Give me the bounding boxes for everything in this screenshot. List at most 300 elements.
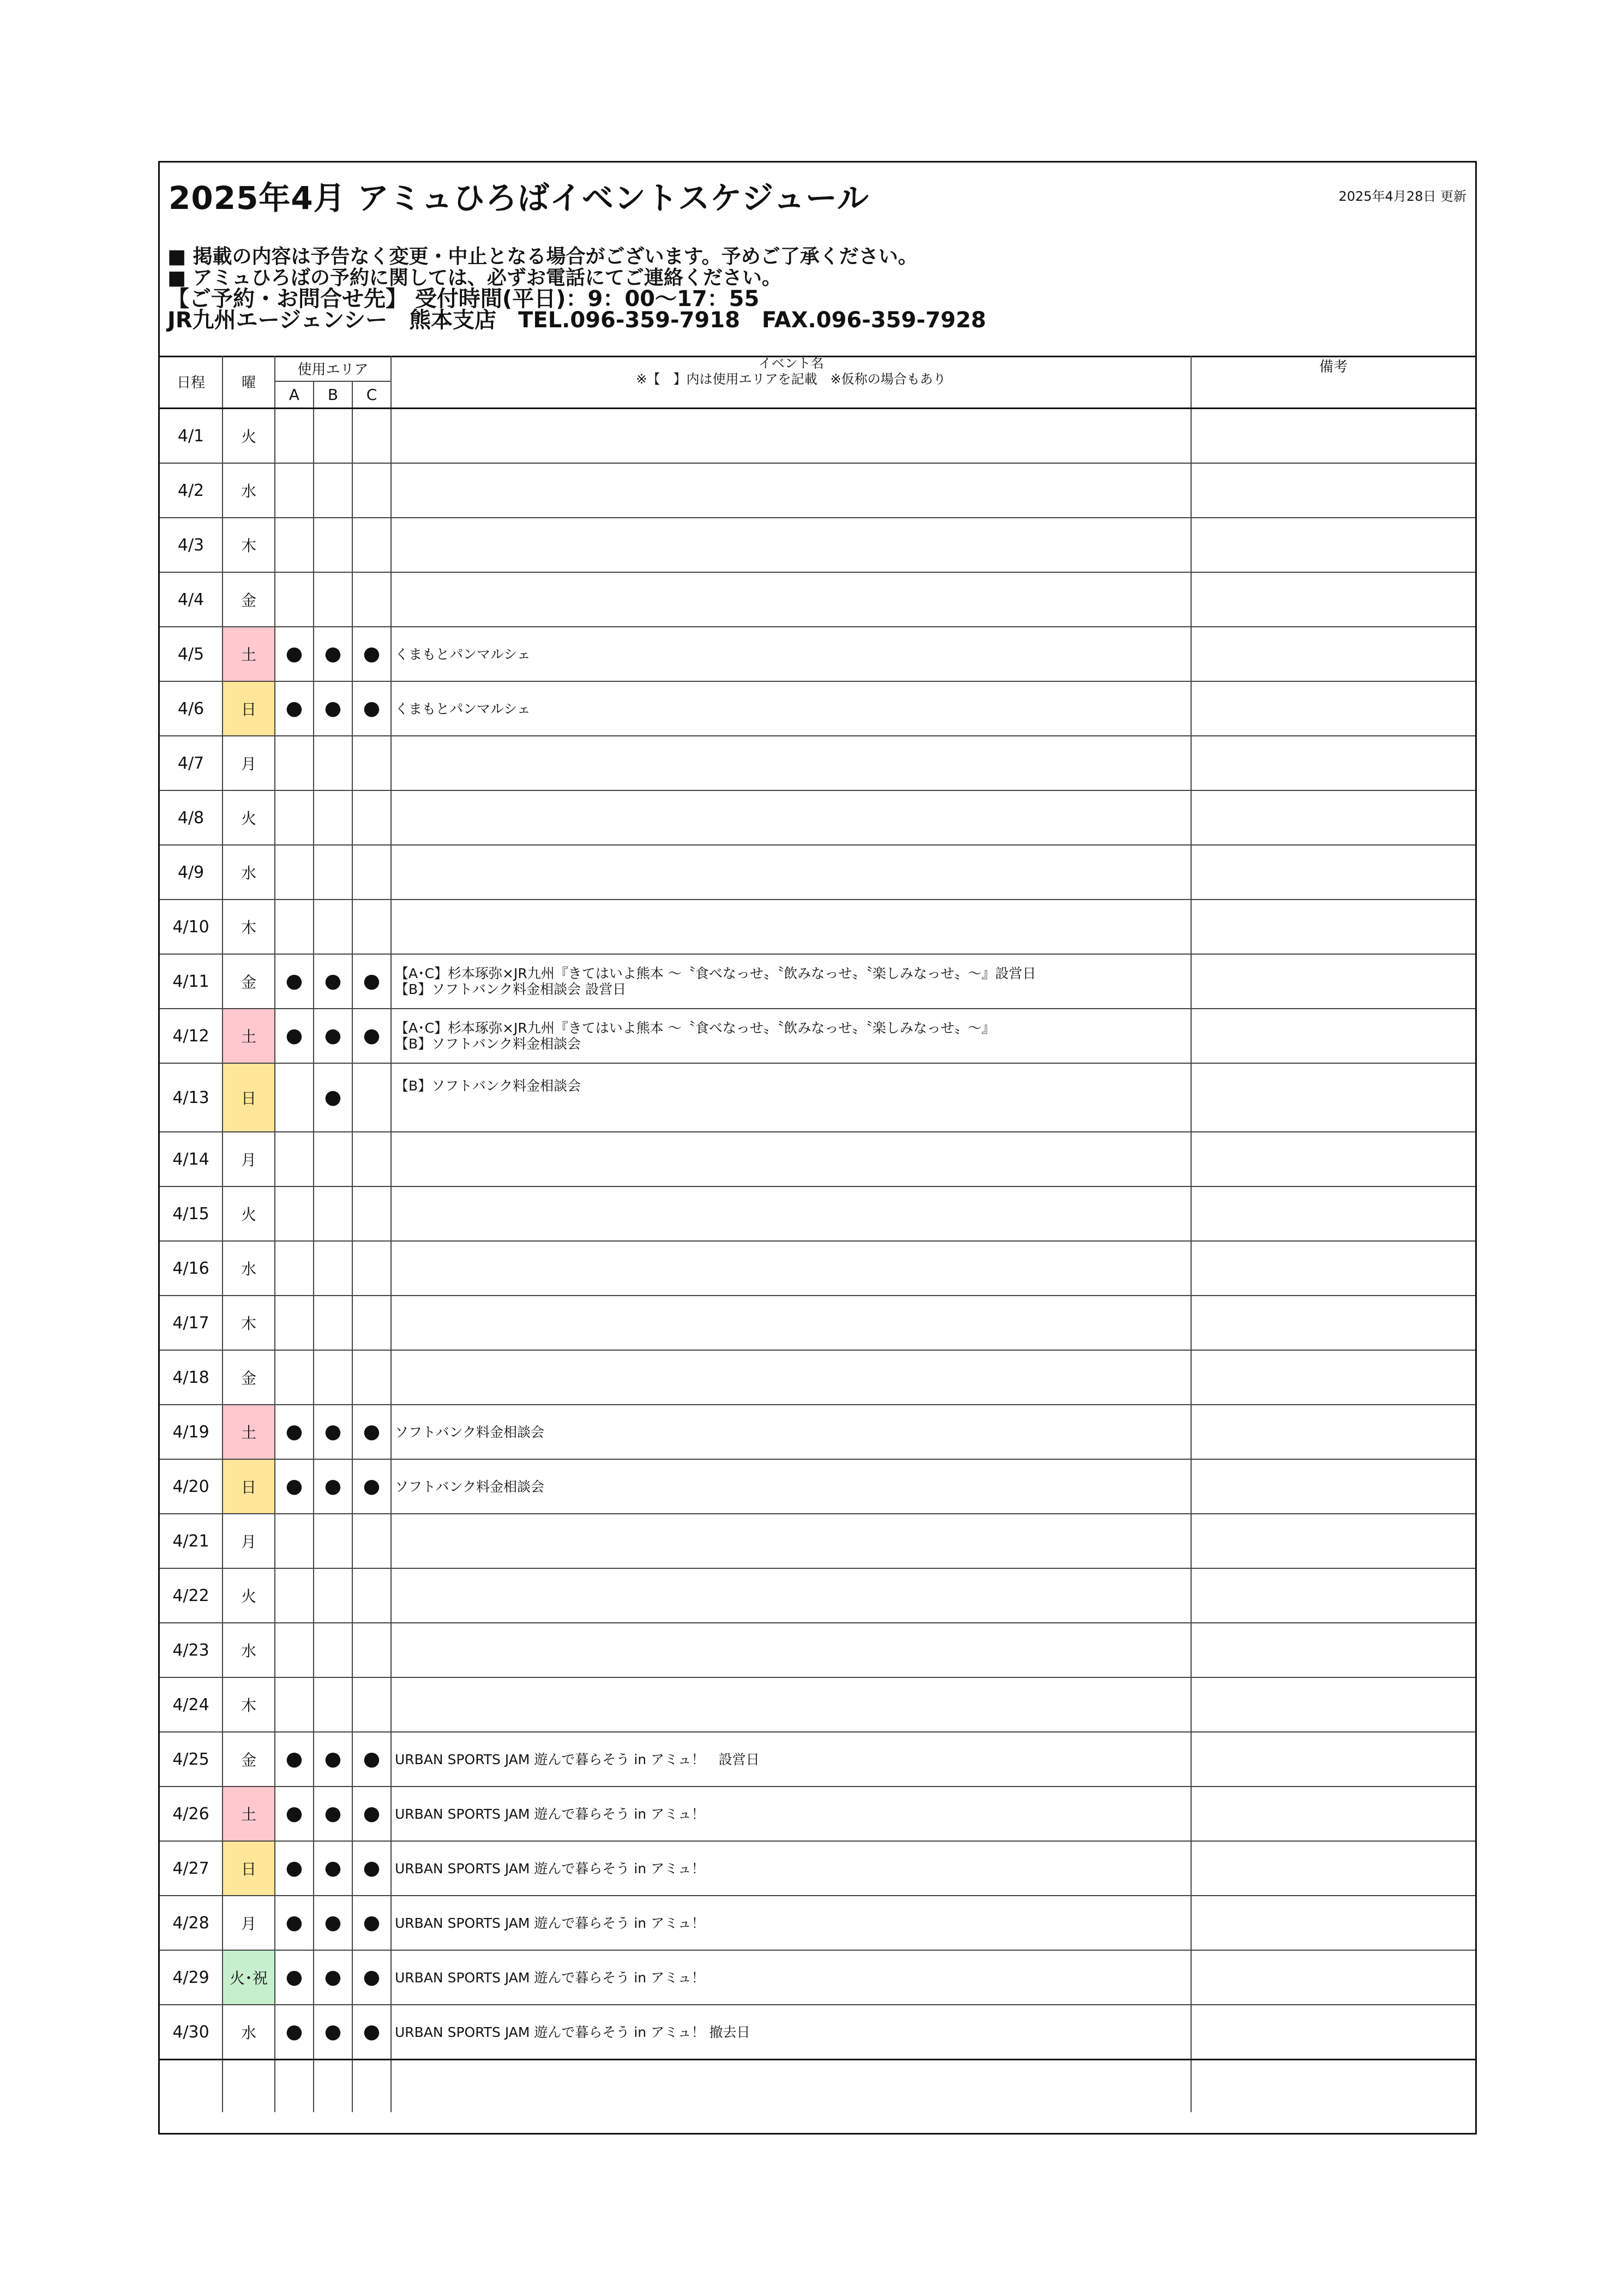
weekday-cell: 月 xyxy=(223,736,275,790)
note-cell xyxy=(1191,1132,1475,1186)
area-a-cell xyxy=(275,845,314,900)
area-used-dot: ● xyxy=(363,643,381,665)
area-used-dot: ● xyxy=(363,1748,381,1770)
area-a-cell xyxy=(275,1568,314,1623)
date-cell: 4/22 xyxy=(160,1568,223,1623)
note-cell xyxy=(1191,1241,1475,1296)
note-cell xyxy=(1191,1841,1475,1896)
note-cell xyxy=(1191,1950,1475,2005)
area-used-dot: ● xyxy=(363,1024,381,1047)
area-c-cell xyxy=(352,900,391,954)
date-cell: 4/18 xyxy=(160,1350,223,1405)
area-a-cell xyxy=(275,1350,314,1405)
area-b-cell xyxy=(314,1787,352,1841)
area-used-dot: ● xyxy=(324,2021,342,2043)
note-cell xyxy=(1191,1732,1475,1787)
event-name: URBAN SPORTS JAM 遊んで暮らそう in アミュ！ xyxy=(395,1915,705,1931)
area-b-cell xyxy=(314,1950,352,2005)
event-cell xyxy=(391,463,1191,518)
event-cell xyxy=(391,1677,1191,1732)
area-used-dot: ● xyxy=(285,1802,303,1825)
area-c-cell xyxy=(352,845,391,900)
table-row xyxy=(160,681,1475,736)
area-b-cell xyxy=(314,1623,352,1677)
area-c-cell xyxy=(352,1677,391,1732)
date-cell: 4/21 xyxy=(160,1514,223,1568)
area-b-cell xyxy=(314,1350,352,1405)
area-b-cell xyxy=(314,463,352,518)
note-cell xyxy=(1191,409,1475,464)
note-cell xyxy=(1191,572,1475,627)
area-a-cell xyxy=(275,736,314,790)
area-a-cell xyxy=(275,1732,314,1787)
schedule-sheet xyxy=(158,161,1477,2135)
area-used-dot: ● xyxy=(285,970,303,992)
weekday-cell: 金 xyxy=(223,572,275,627)
area-c-cell xyxy=(352,1896,391,1950)
table-row xyxy=(160,900,1475,954)
contact-hours: 【ご予約・お問合せ先】 受付時間(平日)：9：00～17：55 xyxy=(167,286,760,311)
note-cell xyxy=(1191,627,1475,681)
date-cell: 4/20 xyxy=(160,1459,223,1514)
area-c-cell xyxy=(352,736,391,790)
weekday-cell: 木 xyxy=(223,518,275,572)
area-c-cell xyxy=(352,1732,391,1787)
event-header-title: イベント名 xyxy=(758,356,824,371)
area-b-cell xyxy=(314,1568,352,1623)
area-c-cell xyxy=(352,1459,391,1514)
date-cell: 4/28 xyxy=(160,1896,223,1950)
weekday-cell: 金 xyxy=(223,1732,275,1787)
weekday-cell: 日 xyxy=(223,681,275,736)
area-used-dot: ● xyxy=(363,1475,381,1497)
event-name: くまもとパンマルシェ xyxy=(395,700,531,717)
weekday-cell: 火 xyxy=(223,790,275,845)
date-cell: 4/2 xyxy=(160,463,223,518)
area-used-dot: ● xyxy=(285,1857,303,1879)
area-used-dot: ● xyxy=(285,1911,303,1934)
date-cell: 4/29 xyxy=(160,1950,223,2005)
date-cell: 4/15 xyxy=(160,1186,223,1241)
area-c-cell xyxy=(352,518,391,572)
area-a-cell xyxy=(275,1896,314,1950)
table-row xyxy=(160,1787,1475,1841)
date-cell: 4/12 xyxy=(160,1009,223,1063)
weekday-cell: 水 xyxy=(223,463,275,518)
table-row xyxy=(160,572,1475,627)
area-b-cell xyxy=(314,1841,352,1896)
area-c-cell xyxy=(352,1568,391,1623)
area-c-cell xyxy=(352,790,391,845)
note-cell xyxy=(1191,1405,1475,1459)
area-c-cell xyxy=(352,1009,391,1063)
event-cell xyxy=(391,1568,1191,1623)
date-cell: 4/1 xyxy=(160,409,223,464)
table-row xyxy=(160,518,1475,572)
table-row xyxy=(160,1950,1475,2005)
event-cell xyxy=(391,1841,1191,1896)
area-a-cell xyxy=(275,1405,314,1459)
area-b-cell xyxy=(314,627,352,681)
table-row xyxy=(160,1350,1475,1405)
note-cell xyxy=(1191,518,1475,572)
column-header-dow: 曜 xyxy=(223,356,275,409)
area-b-cell xyxy=(314,1514,352,1568)
column-header-note: 備考 xyxy=(1191,356,1475,409)
footer-cell xyxy=(160,2060,223,2113)
note-cell xyxy=(1191,736,1475,790)
area-b-cell xyxy=(314,736,352,790)
weekday-cell: 水 xyxy=(223,1623,275,1677)
area-b-cell xyxy=(314,1009,352,1063)
weekday-cell: 水 xyxy=(223,1241,275,1296)
area-c-cell xyxy=(352,1514,391,1568)
area-used-dot: ● xyxy=(285,1024,303,1047)
area-a-cell xyxy=(275,1296,314,1350)
event-cell xyxy=(391,1296,1191,1350)
weekday-cell: 木 xyxy=(223,1296,275,1350)
area-a-cell xyxy=(275,1063,314,1132)
footer-cell xyxy=(223,2060,275,2113)
column-header-area-a: A xyxy=(275,381,314,409)
area-b-cell xyxy=(314,900,352,954)
event-header-subtitle: ※【 】内は使用エリアを記載 ※仮称の場合もあり xyxy=(636,371,946,387)
area-used-dot: ● xyxy=(363,970,381,992)
notice-block xyxy=(167,246,986,331)
schedule-rows xyxy=(160,409,1475,2060)
table-row xyxy=(160,1514,1475,1568)
weekday-cell: 月 xyxy=(223,1896,275,1950)
area-c-cell xyxy=(352,1063,391,1132)
area-c-cell xyxy=(352,572,391,627)
table-row xyxy=(160,790,1475,845)
date-cell: 4/5 xyxy=(160,627,223,681)
event-cell xyxy=(391,900,1191,954)
weekday-cell: 金 xyxy=(223,954,275,1009)
weekday-cell: 土 xyxy=(223,1405,275,1459)
contact-phone: JR九州エージェンシー 熊本支店 TEL.096-359-7918 FAX.096-359-7928 xyxy=(167,308,987,333)
event-name: URBAN SPORTS JAM 遊んで暮らそう in アミュ！ xyxy=(395,1806,705,1822)
area-b-cell xyxy=(314,1732,352,1787)
table-row xyxy=(160,1241,1475,1296)
updated-date: 2025年4月28日 更新 xyxy=(1338,189,1466,204)
area-c-cell xyxy=(352,1787,391,1841)
area-b-cell xyxy=(314,1241,352,1296)
area-b-cell xyxy=(314,1186,352,1241)
event-cell xyxy=(391,681,1191,736)
area-c-cell xyxy=(352,1350,391,1405)
area-used-dot: ● xyxy=(285,1475,303,1497)
area-used-dot: ● xyxy=(285,1748,303,1770)
date-cell: 4/14 xyxy=(160,1132,223,1186)
footer-row xyxy=(160,2060,1475,2113)
area-b-cell xyxy=(314,1405,352,1459)
weekday-cell: 月 xyxy=(223,1514,275,1568)
area-used-dot: ● xyxy=(324,1911,342,1934)
area-c-cell xyxy=(352,954,391,1009)
event-cell xyxy=(391,1787,1191,1841)
area-a-cell xyxy=(275,572,314,627)
area-a-cell xyxy=(275,1241,314,1296)
area-a-cell xyxy=(275,1009,314,1063)
note-cell xyxy=(1191,1350,1475,1405)
weekday-cell: 土 xyxy=(223,1009,275,1063)
area-used-dot: ● xyxy=(324,1024,342,1047)
note-cell xyxy=(1191,790,1475,845)
date-cell: 4/27 xyxy=(160,1841,223,1896)
event-name: URBAN SPORTS JAM 遊んで暮らそう in アミュ！ xyxy=(395,1860,705,1877)
event-name: 【A･C】杉本琢弥×JR九州『きてはいよ熊本 ～〝食べなっせ〟〝飲みなっせ〟〝楽しみなっせ〟～』設営日 xyxy=(395,966,1036,981)
area-used-dot: ● xyxy=(324,1748,342,1770)
table-row xyxy=(160,845,1475,900)
event-cell xyxy=(391,790,1191,845)
event-cell xyxy=(391,518,1191,572)
weekday-cell: 日 xyxy=(223,1063,275,1132)
weekday-cell: 火 xyxy=(223,1568,275,1623)
event-name: URBAN SPORTS JAM 遊んで暮らそう in アミュ！ 撤去日 xyxy=(395,2024,750,2040)
area-used-dot: ● xyxy=(324,1086,342,1108)
page-title: 2025年4月 アミュひろばイベントスケジュール xyxy=(169,179,869,217)
event-cell xyxy=(391,627,1191,681)
weekday-cell: 月 xyxy=(223,1132,275,1186)
table-row xyxy=(160,736,1475,790)
event-cell xyxy=(391,845,1191,900)
column-header-date: 日程 xyxy=(160,356,223,409)
note-cell xyxy=(1191,845,1475,900)
area-c-cell xyxy=(352,1950,391,2005)
area-a-cell xyxy=(275,1841,314,1896)
note-cell xyxy=(1191,1186,1475,1241)
event-cell xyxy=(391,954,1191,1009)
note-cell xyxy=(1191,1296,1475,1350)
event-name: ソフトバンク料金相談会 xyxy=(395,1424,545,1440)
date-cell: 4/4 xyxy=(160,572,223,627)
note-cell xyxy=(1191,1009,1475,1063)
area-a-cell xyxy=(275,518,314,572)
date-cell: 4/17 xyxy=(160,1296,223,1350)
event-name: 【A･C】杉本琢弥×JR九州『きてはいよ熊本 ～〝食べなっせ〟〝飲みなっせ〟〝楽しみなっせ〟～』 xyxy=(395,1020,995,1036)
event-cell xyxy=(391,1732,1191,1787)
event-cell xyxy=(391,1186,1191,1241)
area-used-dot: ● xyxy=(363,1420,381,1443)
note-cell xyxy=(1191,1514,1475,1568)
note-cell xyxy=(1191,954,1475,1009)
area-used-dot: ● xyxy=(363,1802,381,1825)
event-name: くまもとパンマルシェ xyxy=(395,646,531,662)
table-row xyxy=(160,954,1475,1009)
table-row xyxy=(160,1063,1475,1132)
table-row xyxy=(160,1186,1475,1241)
date-cell: 4/6 xyxy=(160,681,223,736)
area-used-dot: ● xyxy=(324,1802,342,1825)
event-name: 【B】ソフトバンク料金相談会 xyxy=(395,1036,581,1052)
area-a-cell xyxy=(275,790,314,845)
event-cell xyxy=(391,1623,1191,1677)
table-row xyxy=(160,1568,1475,1623)
area-used-dot: ● xyxy=(324,643,342,665)
area-used-dot: ● xyxy=(285,697,303,720)
event-name: URBAN SPORTS JAM 遊んで暮らそう in アミュ！ xyxy=(395,1969,705,1986)
area-b-cell xyxy=(314,1296,352,1350)
area-b-cell xyxy=(314,1132,352,1186)
weekday-cell: 土 xyxy=(223,627,275,681)
table-row xyxy=(160,627,1475,681)
footer-cell xyxy=(275,2060,314,2113)
note-cell xyxy=(1191,1677,1475,1732)
date-cell: 4/25 xyxy=(160,1732,223,1787)
area-c-cell xyxy=(352,463,391,518)
event-cell xyxy=(391,1241,1191,1296)
area-c-cell xyxy=(352,1132,391,1186)
column-header-area-c: C xyxy=(352,381,391,409)
area-b-cell xyxy=(314,681,352,736)
date-cell: 4/23 xyxy=(160,1623,223,1677)
table-row xyxy=(160,1459,1475,1514)
area-b-cell xyxy=(314,1677,352,1732)
table-row xyxy=(160,1677,1475,1732)
weekday-cell: 水 xyxy=(223,845,275,900)
event-cell xyxy=(391,1009,1191,1063)
note-cell xyxy=(1191,1623,1475,1677)
area-used-dot: ● xyxy=(285,1420,303,1443)
table-row xyxy=(160,1896,1475,1950)
column-header-event xyxy=(391,356,1191,409)
area-used-dot: ● xyxy=(363,1966,381,1988)
area-c-cell xyxy=(352,1623,391,1677)
area-a-cell xyxy=(275,954,314,1009)
table-row xyxy=(160,2005,1475,2060)
area-a-cell xyxy=(275,1186,314,1241)
area-a-cell xyxy=(275,627,314,681)
area-used-dot: ● xyxy=(324,1857,342,1879)
area-used-dot: ● xyxy=(363,2021,381,2043)
area-a-cell xyxy=(275,2005,314,2060)
note-cell xyxy=(1191,681,1475,736)
area-b-cell xyxy=(314,1063,352,1132)
table-row xyxy=(160,1296,1475,1350)
area-c-cell xyxy=(352,681,391,736)
table-row xyxy=(160,463,1475,518)
table-row xyxy=(160,409,1475,464)
date-cell: 4/7 xyxy=(160,736,223,790)
area-used-dot: ● xyxy=(285,643,303,665)
area-c-cell xyxy=(352,409,391,464)
area-used-dot: ● xyxy=(324,697,342,720)
event-cell xyxy=(391,1350,1191,1405)
date-cell: 4/16 xyxy=(160,1241,223,1296)
sheet-header xyxy=(160,163,1475,357)
table-row xyxy=(160,1405,1475,1459)
weekday-cell: 火 xyxy=(223,409,275,464)
area-c-cell xyxy=(352,1241,391,1296)
area-used-dot: ● xyxy=(363,1857,381,1879)
note-cell xyxy=(1191,1063,1475,1132)
area-a-cell xyxy=(275,900,314,954)
event-cell xyxy=(391,1459,1191,1514)
area-used-dot: ● xyxy=(285,1966,303,1988)
event-name: 【B】ソフトバンク料金相談会 xyxy=(395,1078,581,1094)
area-b-cell xyxy=(314,572,352,627)
weekday-cell: 金 xyxy=(223,1350,275,1405)
weekday-cell: 木 xyxy=(223,900,275,954)
event-cell xyxy=(391,2005,1191,2060)
area-c-cell xyxy=(352,1186,391,1241)
area-b-cell xyxy=(314,518,352,572)
date-cell: 4/26 xyxy=(160,1787,223,1841)
note-cell xyxy=(1191,900,1475,954)
area-used-dot: ● xyxy=(363,697,381,720)
note-cell xyxy=(1191,1459,1475,1514)
event-cell xyxy=(391,736,1191,790)
area-b-cell xyxy=(314,409,352,464)
area-a-cell xyxy=(275,1950,314,2005)
event-cell xyxy=(391,1950,1191,2005)
date-cell: 4/3 xyxy=(160,518,223,572)
note-cell xyxy=(1191,2005,1475,2060)
column-header-area-b: B xyxy=(314,381,352,409)
note-cell xyxy=(1191,1568,1475,1623)
event-cell xyxy=(391,1514,1191,1568)
area-a-cell xyxy=(275,1514,314,1568)
table-row xyxy=(160,1732,1475,1787)
date-cell: 4/30 xyxy=(160,2005,223,2060)
area-used-dot: ● xyxy=(285,2021,303,2043)
schedule-table xyxy=(160,356,1475,2112)
weekday-cell: 水 xyxy=(223,2005,275,2060)
footer-cell xyxy=(391,2060,1191,2113)
area-a-cell xyxy=(275,681,314,736)
area-used-dot: ● xyxy=(324,1966,342,1988)
area-b-cell xyxy=(314,2005,352,2060)
footer-cell xyxy=(352,2060,391,2113)
area-used-dot: ● xyxy=(324,1475,342,1497)
area-used-dot: ● xyxy=(363,1911,381,1934)
event-name: ソフトバンク料金相談会 xyxy=(395,1478,545,1495)
event-name: 【B】ソフトバンク料金相談会 設営日 xyxy=(395,981,627,997)
event-cell xyxy=(391,1405,1191,1459)
area-used-dot: ● xyxy=(324,1420,342,1443)
event-cell xyxy=(391,1132,1191,1186)
area-a-cell xyxy=(275,1132,314,1186)
event-cell xyxy=(391,409,1191,464)
date-cell: 4/13 xyxy=(160,1063,223,1132)
area-b-cell xyxy=(314,954,352,1009)
area-a-cell xyxy=(275,1623,314,1677)
weekday-cell: 火 xyxy=(223,1186,275,1241)
area-a-cell xyxy=(275,1787,314,1841)
note-cell xyxy=(1191,1896,1475,1950)
event-cell xyxy=(391,572,1191,627)
area-a-cell xyxy=(275,409,314,464)
notice-line: ■ アミュひろばの予約に関しては、必ずお電話にてご連絡ください。 xyxy=(167,267,782,289)
table-row xyxy=(160,1841,1475,1896)
area-c-cell xyxy=(352,1405,391,1459)
date-cell: 4/24 xyxy=(160,1677,223,1732)
column-header-area: 使用エリア xyxy=(275,356,391,381)
event-cell xyxy=(391,1896,1191,1950)
weekday-cell: 日 xyxy=(223,1841,275,1896)
area-b-cell xyxy=(314,790,352,845)
area-a-cell xyxy=(275,1677,314,1732)
date-cell: 4/8 xyxy=(160,790,223,845)
weekday-cell: 土 xyxy=(223,1787,275,1841)
area-used-dot: ● xyxy=(324,970,342,992)
area-a-cell xyxy=(275,1459,314,1514)
weekday-cell: 日 xyxy=(223,1459,275,1514)
date-cell: 4/19 xyxy=(160,1405,223,1459)
table-row xyxy=(160,1623,1475,1677)
date-cell: 4/11 xyxy=(160,954,223,1009)
